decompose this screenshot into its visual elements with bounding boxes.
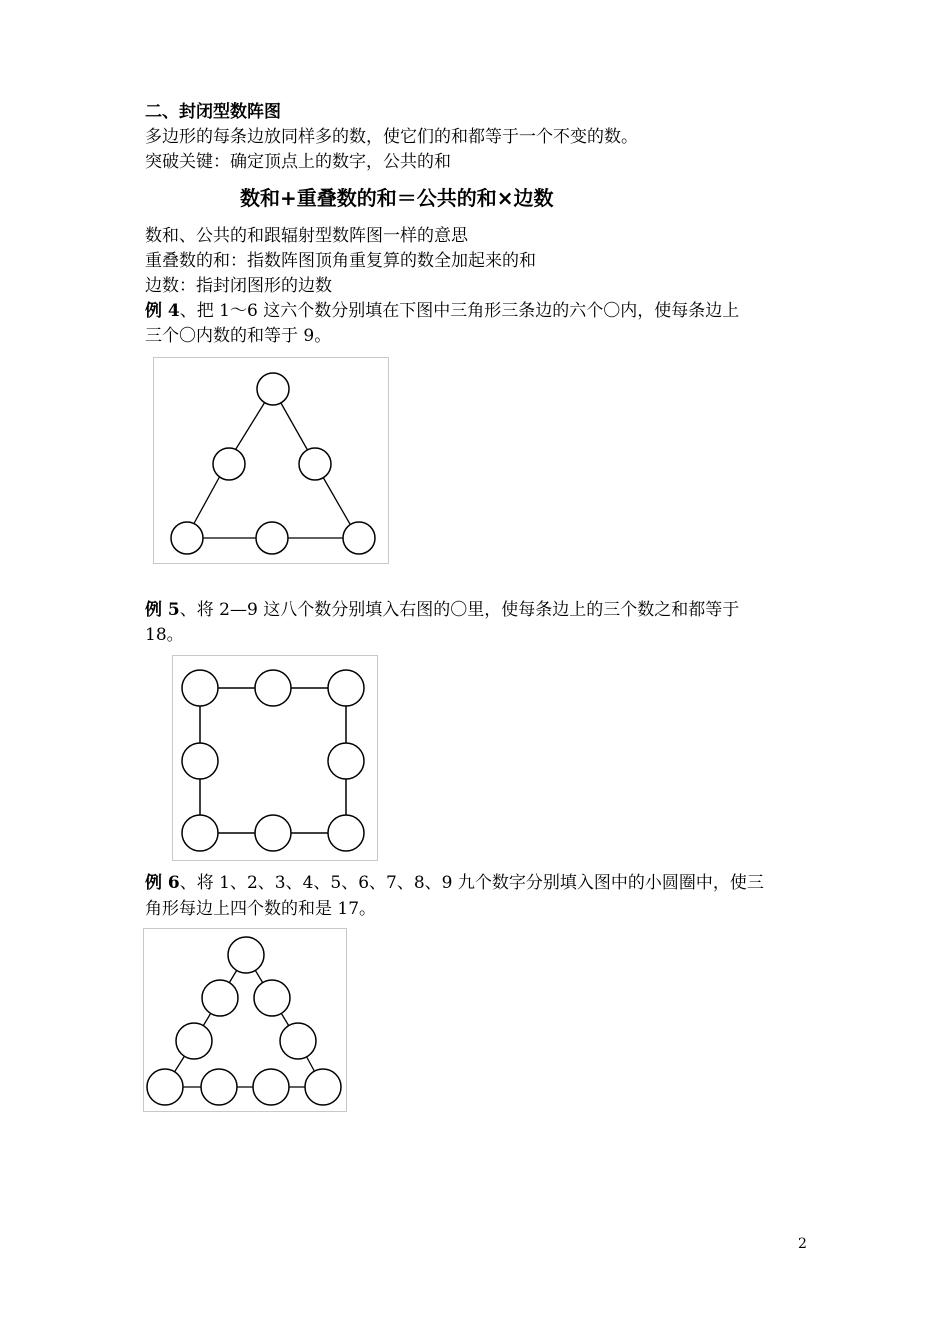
example6-text-2: 角形每边上四个数的和是 17。 [145, 899, 377, 919]
example5-body-1: 、将 2—9 这八个数分别填入右图的〇里，使每条边上的三个数之和都等于 [179, 600, 740, 620]
number-circle [201, 1069, 237, 1105]
number-circle [305, 1069, 341, 1105]
example5-text-2: 18。 [145, 625, 184, 645]
number-circle [328, 670, 364, 706]
example6-label: 例 6 [145, 873, 180, 893]
example4-body-1: 、把 1～6 这六个数分别填在下图中三角形三条边的六个〇内，使每条边上 [179, 301, 740, 321]
number-circle [182, 815, 218, 851]
number-circle [328, 815, 364, 851]
example6-text-1 [145, 871, 764, 895]
number-circle [171, 522, 203, 554]
number-circle [213, 448, 245, 480]
number-circle [328, 743, 364, 779]
intro-line-1: 多边形的每条边放同样多的数，使它们的和都等于一个不变的数。 [145, 127, 638, 147]
example4-text-2: 三个〇内数的和等于 9。 [145, 326, 332, 346]
square-eight-circles-figure [172, 655, 378, 861]
page-number: 2 [798, 1236, 807, 1252]
triangle-six-circles-figure [153, 357, 389, 564]
number-circle [253, 1069, 289, 1105]
example6-body-1: 、将 1、2、3、4、5、6、7、8、9 九个数字分别填入图中的小圆圈中，使三 [179, 873, 764, 893]
formula: 数和+重叠数的和＝公共的和×边数 [240, 186, 554, 210]
example5-text-1 [145, 598, 739, 622]
number-circle [280, 1023, 316, 1059]
number-circle [182, 670, 218, 706]
example4-text-1 [145, 299, 739, 323]
triangle-nine-circles-figure [143, 928, 347, 1112]
number-circle [182, 743, 218, 779]
example4-label: 例 4 [145, 301, 180, 321]
note-line-1: 数和、公共的和跟辐射型数阵图一样的意思 [145, 226, 468, 246]
number-circle [257, 373, 289, 405]
number-circle [147, 1069, 183, 1105]
number-circle [256, 522, 288, 554]
intro-line-2: 突破关键：确定顶点上的数字，公共的和 [145, 152, 451, 172]
example5-label: 例 5 [145, 600, 180, 620]
number-circle [202, 980, 238, 1016]
number-circle [228, 937, 264, 973]
number-circle [343, 522, 375, 554]
number-circle [255, 670, 291, 706]
note-line-3: 边数：指封闭图形的边数 [145, 276, 332, 296]
section-title: 二、封闭型数阵图 [145, 102, 281, 122]
number-circle [299, 448, 331, 480]
number-circle [255, 815, 291, 851]
number-circle [254, 980, 290, 1016]
note-line-2: 重叠数的和：指数阵图顶角重复算的数全加起来的和 [145, 251, 536, 271]
number-circle [176, 1023, 212, 1059]
